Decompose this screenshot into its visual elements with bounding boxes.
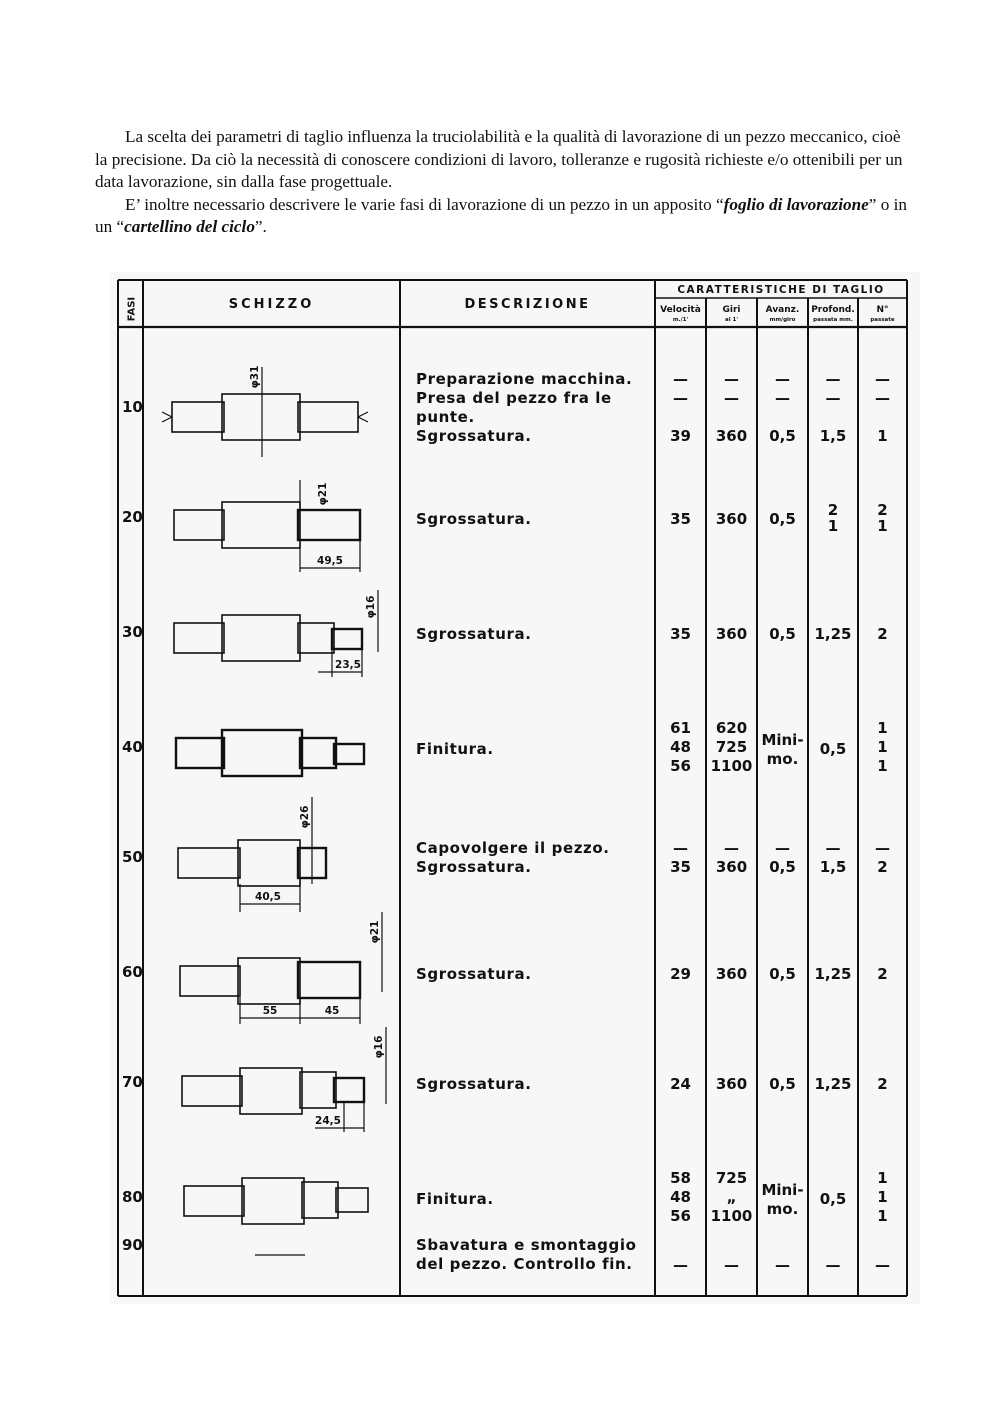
vel-value: — (673, 1256, 688, 1274)
prof-value: 1,25 (814, 965, 852, 983)
pass-value: 1 (877, 719, 888, 737)
vel-value: 61 (670, 719, 691, 737)
emphasis-foglio-di-lavorazione: foglio di lavorazione (723, 194, 869, 214)
header-giri: Giri (722, 305, 741, 315)
shaft-section (298, 962, 360, 998)
dimension-label: 40,5 (255, 891, 281, 903)
pass-value: 1 (877, 1169, 888, 1187)
header-avanz: Avanz. (765, 305, 800, 315)
pass-value: 1 (877, 1207, 888, 1225)
shaft-section (174, 623, 224, 653)
description-line: Sgrossatura. (416, 427, 532, 445)
header-fasi: FASI (126, 296, 138, 322)
fase-number: 10 (122, 398, 143, 416)
shaft-section (332, 629, 362, 649)
avanz-value: 0,5 (769, 858, 796, 876)
shaft-section (298, 623, 334, 653)
header-giri-unit: al 1' (724, 317, 739, 323)
dimension-label: 23,5 (335, 659, 361, 671)
avanz-value: Mini- (761, 731, 804, 749)
vel-value: — (673, 389, 688, 407)
avanz-value: 0,5 (769, 427, 796, 445)
prof-value: — (825, 370, 841, 388)
intro-text (95, 126, 915, 239)
description-line: Presa del pezzo fra le (416, 389, 612, 407)
prof-value: 1,25 (814, 1075, 852, 1093)
shaft-section (300, 738, 336, 768)
dimension-line (162, 417, 172, 422)
avanz-value: 0,5 (769, 965, 796, 983)
prof-value: 0,5 (819, 740, 847, 758)
description-line: del pezzo. Controllo fin. (416, 1255, 633, 1273)
fase-number: 70 (122, 1073, 143, 1091)
dimension-label: φ16 (365, 595, 377, 619)
dimension-label: 45 (324, 1005, 340, 1017)
intro-p2-text-b: ” o in un “ (95, 194, 907, 236)
description-line: Capovolgere il pezzo. (416, 839, 610, 857)
dimension-label: φ21 (317, 482, 329, 506)
prof-value: 2 (827, 501, 839, 519)
header-velocita: Velocità (660, 305, 701, 315)
shaft-section (172, 402, 224, 432)
dimension-label: φ26 (299, 805, 311, 829)
giri-value: 360 (715, 427, 748, 445)
vel-value: 48 (670, 738, 691, 756)
dimension-line (162, 412, 172, 417)
vel-value: 24 (670, 1075, 691, 1093)
giri-value: 1100 (710, 1207, 753, 1225)
vel-value: 29 (670, 965, 691, 983)
shaft-section (176, 738, 224, 768)
shaft-section (238, 958, 300, 1004)
prof-value: 1,25 (814, 625, 852, 643)
shaft-section (302, 1182, 338, 1218)
shaft-section (334, 1078, 364, 1102)
header-passate: N° (876, 305, 889, 315)
pass-value: — (875, 370, 890, 388)
vel-value: — (673, 370, 688, 388)
shaft-section (180, 966, 240, 996)
avanz-value: — (775, 1256, 790, 1274)
pass-value: 2 (877, 1075, 888, 1093)
giri-value: — (724, 839, 739, 857)
header-schizzo: SCHIZZO (228, 297, 315, 312)
pass-value: — (875, 839, 890, 857)
shaft-section (336, 1188, 368, 1212)
pass-value: 2 (877, 965, 888, 983)
pass-value: 2 (877, 625, 888, 643)
pass-value: — (875, 1256, 890, 1274)
avanz-value: mo. (766, 750, 799, 768)
prof-value: — (825, 1256, 841, 1274)
prof-value: — (825, 839, 841, 857)
dimension-label: 55 (262, 1005, 278, 1017)
vel-value: 58 (670, 1169, 691, 1187)
dimension-label: φ16 (373, 1035, 385, 1059)
fase-number: 60 (122, 963, 143, 981)
description-line: Finitura. (416, 740, 494, 758)
giri-value: 620 (715, 719, 748, 737)
vel-value: 35 (670, 510, 691, 528)
pass-value: 1 (877, 1188, 888, 1206)
pass-value: 1 (877, 517, 888, 535)
shaft-section (240, 1068, 302, 1114)
giri-value: 725 (715, 1169, 748, 1187)
shaft-section (182, 1076, 242, 1106)
description-line: Sgrossatura. (416, 625, 532, 643)
prof-value: 1,5 (819, 858, 847, 876)
pass-value: 2 (877, 858, 888, 876)
giri-value: 725 (715, 738, 748, 756)
work-cycle-table (110, 272, 920, 1304)
avanz-value: — (775, 370, 790, 388)
giri-value: — (724, 389, 739, 407)
fase-number: 40 (122, 738, 143, 756)
dimension-label: 24,5 (315, 1115, 341, 1127)
header-caratteristiche-di-taglio: CARATTERISTICHE DI TAGLIO (677, 284, 885, 296)
header-passate-unit: passate (870, 317, 895, 323)
prof-value: 1 (827, 517, 839, 535)
header-avanz-unit: mm/giro (769, 317, 796, 323)
pass-value: 2 (877, 501, 888, 519)
description-line: Sgrossatura. (416, 858, 532, 876)
avanz-value: — (775, 389, 790, 407)
prof-value: — (825, 389, 841, 407)
header-profond: Profond. (811, 305, 855, 315)
intro-p2-text-c: ”. (254, 217, 267, 236)
giri-value: 360 (715, 858, 748, 876)
giri-value: „ (726, 1188, 737, 1206)
emphasis-cartellino-del-ciclo: cartellino del ciclo (124, 217, 255, 236)
fase-number: 30 (122, 623, 143, 641)
shaft-section (334, 744, 364, 764)
header-profond-unit: passata mm. (813, 317, 853, 323)
shaft-section (174, 510, 224, 540)
vel-value: 35 (670, 625, 691, 643)
work-cycle-sheet-image (110, 272, 920, 1304)
description-line: Sgrossatura. (416, 1075, 532, 1093)
description-line: punte. (416, 408, 475, 426)
vel-value: — (673, 839, 688, 857)
shaft-section (298, 402, 358, 432)
shaft-section (238, 840, 300, 886)
giri-value: 1100 (710, 757, 753, 775)
shaft-section (184, 1186, 244, 1216)
avanz-value: mo. (766, 1200, 799, 1218)
pass-value: 1 (877, 427, 888, 445)
avanz-value: 0,5 (769, 1075, 796, 1093)
pass-value: 1 (877, 757, 888, 775)
vel-value: 39 (670, 427, 691, 445)
pass-value: — (875, 389, 890, 407)
giri-value: 360 (715, 625, 748, 643)
description-line: Sgrossatura. (416, 965, 532, 983)
avanz-value: — (775, 839, 790, 857)
vel-value: 35 (670, 858, 691, 876)
shaft-section (222, 730, 302, 776)
sketch-group (162, 366, 386, 1255)
fase-number: 20 (122, 508, 143, 526)
intro-paragraph-1: La scelta dei parametri di taglio influenza la truciolabilità e la qualità di lavorazione di un pezzo meccanico, cioè la precisione. Da ciò la necessità di conoscere condizioni di lavoro, tolleranze e rugosità richieste e/o ottenibili per un data lavorazione, sin dalla fase progettuale. (95, 127, 903, 191)
dimension-label: φ31 (249, 365, 261, 389)
shaft-section (242, 1178, 304, 1224)
intro-paragraph-2 (95, 194, 915, 239)
vel-value: 48 (670, 1188, 691, 1206)
description-line: Preparazione macchina. (416, 370, 633, 388)
prof-value: 1,5 (819, 427, 847, 445)
giri-value: — (724, 1256, 739, 1274)
giri-value: 360 (715, 965, 748, 983)
header-descrizione: DESCRIZIONE (464, 297, 591, 312)
avanz-value: 0,5 (769, 510, 796, 528)
pass-value: 1 (877, 738, 888, 756)
giri-value: 360 (715, 510, 748, 528)
shaft-section (222, 615, 300, 661)
dimension-label: 49,5 (317, 555, 343, 567)
fase-number: 90 (122, 1236, 143, 1254)
shaft-section (178, 848, 240, 878)
vel-value: 56 (670, 1207, 691, 1225)
description-line: Sgrossatura. (416, 510, 532, 528)
dimension-line (358, 412, 368, 417)
fase-number: 80 (122, 1188, 143, 1206)
shaft-section (222, 502, 300, 548)
giri-value: 360 (715, 1075, 748, 1093)
avanz-value: Mini- (761, 1181, 804, 1199)
shaft-section (300, 1072, 336, 1108)
vel-value: 56 (670, 757, 691, 775)
giri-value: — (724, 370, 739, 388)
shaft-section (298, 510, 360, 540)
dimension-label: φ21 (369, 920, 381, 944)
description-line: Finitura. (416, 1190, 494, 1208)
shaft-section (222, 394, 300, 440)
avanz-value: 0,5 (769, 625, 796, 643)
dimension-line (358, 417, 368, 422)
intro-p2-text-a: E’ inoltre necessario descrivere le varie fasi di lavorazione di un pezzo in un apposito “ (125, 194, 724, 214)
header-velocita-unit: m./1' (672, 317, 689, 323)
description-line: Sbavatura e smontaggio (416, 1236, 637, 1254)
prof-value: 0,5 (819, 1190, 847, 1208)
fase-number: 50 (122, 848, 143, 866)
